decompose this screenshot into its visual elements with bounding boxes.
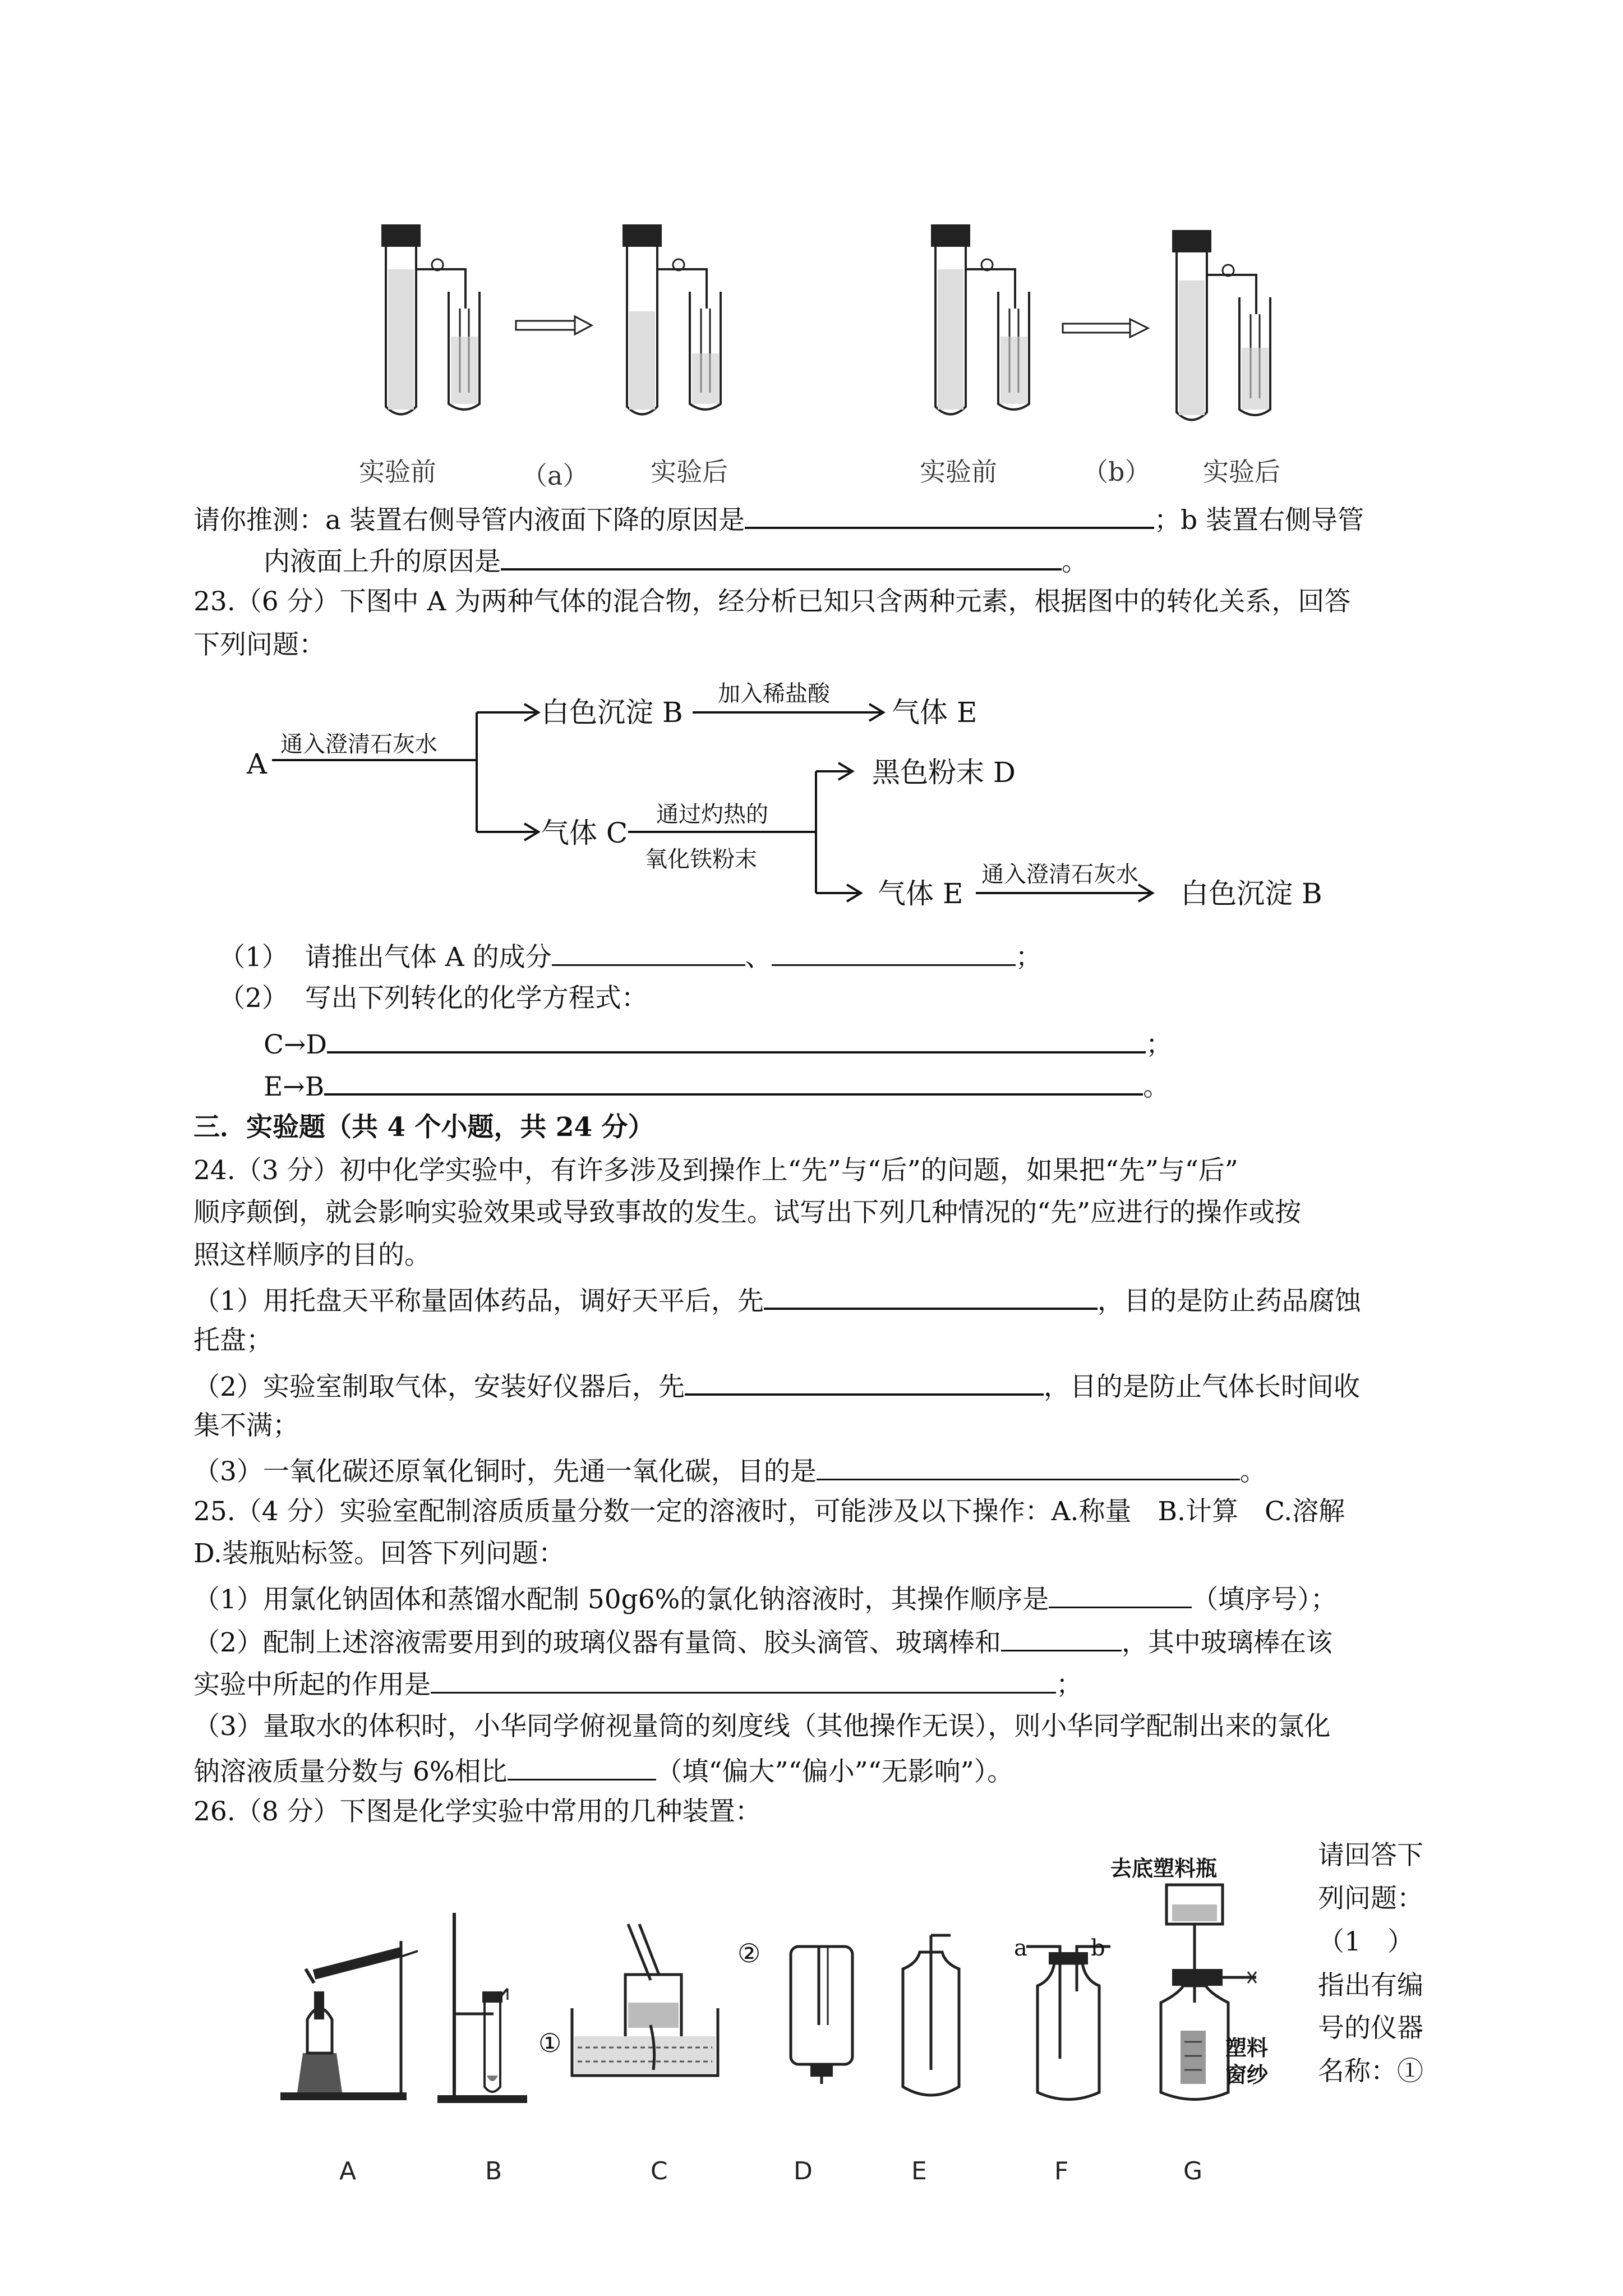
q25-line2: D.装瓶贴标签。回答下列问题： <box>193 1538 565 1569</box>
apparatus-a-after <box>600 213 768 438</box>
q25-sub3-blank[interactable] <box>508 1753 656 1780</box>
q25-sub3-line2 <box>193 1753 1013 1789</box>
q26-side-text-1: 列问题： <box>1318 1883 1423 1914</box>
q23-sub1-label: （1） <box>219 942 288 973</box>
label-before-b: 实验前 <box>920 457 997 487</box>
q26-side-text-0: 请回答下 <box>1318 1840 1423 1871</box>
q23-eq1 <box>264 1025 1172 1062</box>
q22-line2-start: 内液面上升的原因是 <box>264 546 501 577</box>
q23-arrow-A-label: 通入澄清石灰水 <box>280 731 437 757</box>
q23-intro-line2: 下列问题： <box>193 629 325 660</box>
apparatus-b-after <box>1150 219 1318 443</box>
q25-sub2 <box>193 1624 1332 1660</box>
q23-gas1-blank[interactable] <box>552 938 745 966</box>
q23-gas2-blank[interactable] <box>772 938 1016 966</box>
q23-eq2-label: E→B <box>264 1071 325 1102</box>
q23-eq2-blank[interactable] <box>324 1068 1143 1096</box>
device-F-wash-bottle <box>1015 1930 1122 2109</box>
q26-side-text-2: （1 ） <box>1318 1926 1414 1957</box>
q23-eq2 <box>264 1068 1169 1104</box>
arrow-b <box>1063 317 1152 339</box>
q24-sub1 <box>193 1282 1361 1318</box>
q23-sub1-sep: 、 <box>745 942 772 973</box>
q25-sub2-start: （2）配制上述溶液需要用到的玻璃仪器有量筒、胶头滴管、玻璃棒和 <box>193 1627 1001 1658</box>
q24-sub3-start: （3）一氧化碳还原氧化铜时，先通一氧化碳，目的是 <box>193 1456 817 1487</box>
q23-node-B-bottom: 白色沉淀 B <box>1181 877 1322 910</box>
label-b: （b） <box>1082 457 1151 487</box>
q25-sub2-line2-start: 实验中所起的作用是 <box>193 1669 431 1700</box>
q26-intro: 26.（8 分）下图是化学实验中常用的几种装置： <box>193 1796 762 1827</box>
label-before-a: 实验前 <box>359 457 436 487</box>
apparatus-a-before <box>359 213 527 438</box>
q25-sub3-line2-end: （填“偏大”“偏小”“无影响”）。 <box>656 1756 1014 1787</box>
q23-node-E-bottom: 气体 E <box>878 877 963 910</box>
device-letter-A: A <box>339 2157 357 2185</box>
device-F-port-a: a <box>1014 1935 1027 1961</box>
device-G-bottle-label: 去底塑料瓶 <box>1110 1856 1218 1881</box>
q22-line2-end: 。 <box>1062 546 1088 577</box>
q22-answer-a-blank[interactable] <box>745 501 1154 529</box>
label-a: （a） <box>522 461 589 491</box>
device-D-collection-bottle <box>768 1935 869 2092</box>
q22-line1-mid: ；b 装置右侧导管 <box>1154 505 1364 536</box>
q25-sub3-line1: （3）量取水的体积时，小华同学俯视量筒的刻度线（其他操作无误），则小华同学配制出来的氯化 <box>193 1711 1331 1742</box>
device-letter-D: D <box>794 2157 813 2185</box>
label-after-a: 实验后 <box>651 457 728 487</box>
device-G-gauze-label1: 塑料 <box>1225 2035 1269 2060</box>
q23-node-C: 气体 C <box>541 817 628 849</box>
q24-sub1-blank[interactable] <box>764 1282 1098 1310</box>
device-A-heating-apparatus <box>280 1930 426 2109</box>
q24-sub2-start: （2）实验室制取气体，安装好仪器后，先 <box>193 1372 685 1402</box>
device-F-port-b: b <box>1091 1935 1105 1961</box>
section3-heading: 三．实验题（共 4 个小题，共 24 分） <box>193 1112 654 1143</box>
q26-side-text-3: 指出有编 <box>1318 1970 1423 2001</box>
q24-line1: 24.（3 分）初中化学实验中，有许多涉及到操作上“先”与“后”的问题，如果把“先”与“后” <box>193 1155 1238 1186</box>
q23-arrow-C-label2: 氧化铁粉末 <box>645 846 757 872</box>
q23-sub2-label: （2） <box>219 983 288 1014</box>
q24-sub1-end: ，目的是防止药品腐蚀 <box>1097 1286 1361 1317</box>
q25-sub1-end: （填序号）； <box>1192 1584 1337 1615</box>
q23-node-A: A <box>247 748 268 780</box>
device-letter-G: G <box>1183 2157 1203 2185</box>
q24-line2: 顺序颠倒，就会影响实验效果或导致事故的发生。试写出下列几种情况的“先”应进行的操作或按 <box>193 1197 1302 1228</box>
q24-sub2-line2: 集不满； <box>193 1410 299 1441</box>
q22-answer-b-blank[interactable] <box>501 542 1062 570</box>
q23-sub2 <box>219 982 648 1015</box>
device-letter-B: B <box>485 2157 502 2185</box>
q26-side-text-5: 名称：① <box>1318 2056 1423 2087</box>
q25-sub2-line2-end: ； <box>1056 1669 1082 1700</box>
q25-sub2-end: ，其中玻璃棒在该 <box>1121 1627 1332 1658</box>
q24-sub1-start: （1）用托盘天平称量固体药品，调好天平后，先 <box>193 1286 764 1317</box>
q22-line2 <box>264 542 1088 579</box>
q24-sub1-line2: 托盘； <box>193 1325 273 1356</box>
label-after-b: 实验后 <box>1203 457 1280 487</box>
device-C-water-trough <box>555 1913 729 2098</box>
q23-arrow-B-label: 加入稀盐酸 <box>718 681 830 707</box>
device-D-circle-label: ② <box>737 1938 761 1968</box>
q26-side-text-4: 号的仪器 <box>1318 2013 1423 2044</box>
q23-sub1-text: 请推出气体 A 的成分 <box>305 942 552 973</box>
q23-eq1-label: C→D <box>264 1029 328 1060</box>
q24-sub2-blank[interactable] <box>685 1368 1044 1396</box>
device-B-tube-on-stand <box>437 1907 533 2109</box>
device-letter-F: F <box>1054 2157 1069 2185</box>
q23-intro-line1: 23.（6 分）下图中 A 为两种气体的混合物，经分析已知只含两种元素，根据图中的转化关系，回答 <box>193 586 1351 617</box>
device-letter-E: E <box>911 2157 927 2185</box>
device-E-gas-bottle <box>889 1935 973 2109</box>
q25-sub1-start: （1）用氯化钠固体和蒸馏水配制 50g6%的氯化钠溶液时，其操作顺序是 <box>193 1584 1049 1615</box>
q23-sub2-text: 写出下列转化的化学方程式： <box>305 983 648 1014</box>
q22-line1 <box>193 501 1364 537</box>
q23-sub1 <box>219 938 1042 974</box>
q24-sub3 <box>193 1453 1266 1489</box>
device-C-circle-label: ① <box>538 2028 562 2058</box>
q23-arrow-C-label1: 通过灼热的 <box>656 802 768 827</box>
q23-node-D: 黑色粉末 D <box>872 756 1016 789</box>
q24-sub3-end: 。 <box>1239 1456 1266 1487</box>
q23-node-E-top: 气体 E <box>892 696 978 729</box>
q25-sub1 <box>193 1581 1337 1617</box>
q23-arrow-E-label: 通入澄清石灰水 <box>981 862 1138 887</box>
q25-sub2-blank[interactable] <box>1001 1624 1122 1651</box>
q24-line3: 照这样顺序的目的。 <box>193 1240 431 1271</box>
q25-line1: 25.（4 分）实验室配制溶质质量分数一定的溶液时，可能涉及以下操作：A.称量 B.计算 C.溶解 <box>193 1496 1345 1527</box>
q24-sub2 <box>193 1368 1360 1404</box>
q25-sub3-line2-start: 钠溶液质量分数与 6%相比 <box>193 1756 508 1787</box>
q23-eq1-blank[interactable] <box>327 1025 1146 1053</box>
q24-sub2-end: ，目的是防止气体长时间收 <box>1043 1372 1360 1402</box>
q23-eq1-end: ； <box>1146 1029 1173 1060</box>
q23-node-B: 白色沉淀 B <box>541 696 683 729</box>
q22-line1-start: 请你推测：a 装置右侧导管内液面下降的原因是 <box>193 505 745 536</box>
q24-sub3-blank[interactable] <box>817 1453 1240 1480</box>
q23-sub1-end: ； <box>1015 942 1042 973</box>
arrow-a <box>516 314 594 337</box>
q25-sub1-blank[interactable] <box>1049 1581 1192 1608</box>
q25-sub2-line2 <box>193 1666 1082 1702</box>
q25-sub2-line2-blank[interactable] <box>431 1666 1056 1694</box>
device-G-gauze-label2: 窗纱 <box>1225 2062 1269 2087</box>
apparatus-b-before <box>909 213 1077 438</box>
device-letter-C: C <box>651 2157 668 2185</box>
q23-eq2-end: 。 <box>1143 1071 1170 1102</box>
